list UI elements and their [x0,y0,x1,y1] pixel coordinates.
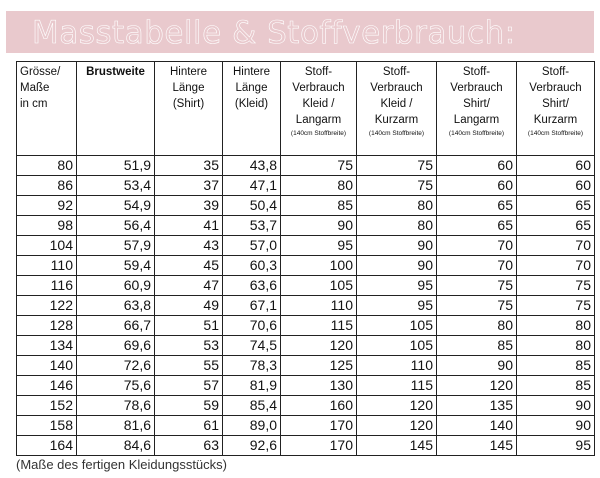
size-cell: 164 [17,436,77,456]
table-cell: 130 [281,376,357,396]
table-cell: 70 [437,256,517,276]
table-cell: 95 [357,296,437,316]
column-header [437,62,517,156]
size-cell: 110 [17,256,77,276]
size-cell: 134 [17,336,77,356]
table-cell: 90 [437,356,517,376]
table-cell: 67,1 [223,296,281,316]
column-header-line: Länge [172,82,205,94]
table-cell: 70 [517,256,595,276]
column-header-line: Shirt/ [463,98,490,110]
table-cell: 78,3 [223,356,281,376]
column-header-line: Verbrauch [370,82,423,94]
table-row [17,416,595,436]
table-cell: 135 [437,396,517,416]
column-header-line: Verbrauch [529,82,582,94]
table-cell: 65 [437,216,517,236]
table-row [17,336,595,356]
table-cell: 90 [357,256,437,276]
table-cell: 125 [281,356,357,376]
table-cell: 70,6 [223,316,281,336]
table-cell: 85,4 [223,396,281,416]
table-cell: 81,9 [223,376,281,396]
column-header-line: Länge [235,82,268,94]
table-cell: 95 [281,236,357,256]
title-banner [6,11,594,53]
table-cell: 75 [437,296,517,316]
column-header-note: (140cm Stoffbreite) [527,130,584,137]
size-cell: 80 [17,156,77,176]
table-row [17,256,595,276]
table-cell: 105 [281,276,357,296]
column-header-line: Kleid / [380,98,413,110]
table-cell: 90 [281,216,357,236]
table-cell: 84,6 [77,436,155,456]
table-cell: 60 [437,176,517,196]
column-header [357,62,437,156]
table-cell: 75 [357,156,437,176]
table-cell: 80 [437,316,517,336]
table-cell: 75,6 [77,376,155,396]
table-cell: 59,4 [77,256,155,276]
table-row [17,376,595,396]
table-cell: 85 [437,336,517,356]
table-cell: 47,1 [223,176,281,196]
table-cell: 63 [155,436,223,456]
table-cell: 47 [155,276,223,296]
column-header-line: Hintere [232,66,271,78]
table-cell: 160 [281,396,357,416]
table-cell: 57 [155,376,223,396]
column-header-line: Verbrauch [292,82,345,94]
table-cell: 56,4 [77,216,155,236]
table-cell: 170 [281,416,357,436]
table-cell: 53 [155,336,223,356]
table-cell: 90 [517,396,595,416]
table-cell: 110 [281,296,357,316]
table-cell: 75 [281,156,357,176]
size-cell: 98 [17,216,77,236]
table-cell: 75 [517,276,595,296]
column-header-note: (140cm Stoffbreite) [448,130,505,137]
table-cell: 65 [437,196,517,216]
table-row [17,356,595,376]
column-header-note: (140cm Stoffbreite) [290,130,347,137]
table-row [17,216,595,236]
table-cell: 61 [155,416,223,436]
table-cell: 80 [517,316,595,336]
table-cell: 92,6 [223,436,281,456]
table-cell: 50,4 [223,196,281,216]
column-header-line: Stoff- [382,66,411,78]
column-header-line: Stoff- [541,66,570,78]
table-cell: 55 [155,356,223,376]
table-cell: 63,8 [77,296,155,316]
column-header-line: Grösse/ [20,66,61,78]
column-header-line: Brustweite [86,66,145,78]
table-cell: 95 [517,436,595,456]
column-header-line: Shirt/ [542,98,569,110]
column-header-line: (Shirt) [172,98,205,110]
table-cell: 60,9 [77,276,155,296]
table-cell: 66,7 [77,316,155,336]
table-cell: 45 [155,256,223,276]
table-cell: 57,0 [223,236,281,256]
table-cell: 115 [281,316,357,336]
table-cell: 120 [357,396,437,416]
table-cell: 60 [517,156,595,176]
footnote: (Maße des fertigen Kleidungsstücks) [16,457,227,472]
table-body [17,156,595,456]
table-cell: 85 [517,376,595,396]
size-cell: 92 [17,196,77,216]
table-row [17,196,595,216]
column-header-line: Verbrauch [450,82,503,94]
table-cell: 70 [517,236,595,256]
table-cell: 35 [155,156,223,176]
table-cell: 43,8 [223,156,281,176]
column-header [223,62,281,156]
size-cell: 116 [17,276,77,296]
column-header-line: Langarm [453,114,500,126]
table-cell: 80 [357,196,437,216]
table-cell: 105 [357,336,437,356]
table-cell: 85 [517,356,595,376]
table-cell: 65 [517,196,595,216]
table-cell: 49 [155,296,223,316]
table-row [17,396,595,416]
table-cell: 60,3 [223,256,281,276]
size-cell: 140 [17,356,77,376]
table-cell: 70 [437,236,517,256]
table-cell: 81,6 [77,416,155,436]
table-header-row [17,62,595,156]
table-cell: 63,6 [223,276,281,296]
table-cell: 145 [357,436,437,456]
table-cell: 37 [155,176,223,196]
table-row [17,316,595,336]
column-header [517,62,595,156]
table-cell: 85 [281,196,357,216]
table-cell: 53,7 [223,216,281,236]
column-header-note: (140cm Stoffbreite) [368,130,425,137]
table-cell: 145 [437,436,517,456]
size-cell: 146 [17,376,77,396]
column-header-line: in cm [20,98,48,110]
table-cell: 60 [517,176,595,196]
column-header-line: (Kleid) [234,98,269,110]
size-cell: 152 [17,396,77,416]
column-header-line: Kurzarm [374,114,419,126]
table-cell: 75 [517,296,595,316]
table-cell: 80 [357,216,437,236]
table-cell: 75 [437,276,517,296]
table-cell: 51 [155,316,223,336]
table-cell: 90 [357,236,437,256]
column-header-line: Maße [20,82,50,94]
size-cell: 122 [17,296,77,316]
size-table [16,61,595,456]
table-cell: 43 [155,236,223,256]
table-cell: 90 [517,416,595,436]
table-cell: 105 [357,316,437,336]
table-row [17,176,595,196]
table-cell: 115 [357,376,437,396]
column-header-line: Stoff- [462,66,491,78]
table-cell: 65 [517,216,595,236]
size-cell: 158 [17,416,77,436]
table-cell: 120 [437,376,517,396]
table-row [17,236,595,256]
table-cell: 140 [437,416,517,436]
table-cell: 72,6 [77,356,155,376]
column-header-line: Kurzarm [533,114,578,126]
column-header-line: Stoff- [304,66,333,78]
table-cell: 170 [281,436,357,456]
table-row [17,276,595,296]
table-cell: 59 [155,396,223,416]
column-header-line: Langarm [295,114,342,126]
column-header [281,62,357,156]
table-cell: 69,6 [77,336,155,356]
table-cell: 110 [357,356,437,376]
table-cell: 57,9 [77,236,155,256]
size-cell: 104 [17,236,77,256]
table-cell: 60 [437,156,517,176]
table-row [17,436,595,456]
page-title: Masstabelle & Stoffverbrauch: [32,15,516,51]
table-cell: 120 [281,336,357,356]
size-cell: 86 [17,176,77,196]
table-cell: 120 [357,416,437,436]
column-header [155,62,223,156]
table-row [17,156,595,176]
table-cell: 78,6 [77,396,155,416]
table-cell: 54,9 [77,196,155,216]
column-header-line: Hintere [169,66,208,78]
table-cell: 80 [281,176,357,196]
table-cell: 100 [281,256,357,276]
column-header-line: Kleid / [302,98,335,110]
table-row [17,296,595,316]
table-cell: 75 [357,176,437,196]
table-cell: 41 [155,216,223,236]
column-header [77,62,155,156]
table-cell: 51,9 [77,156,155,176]
table-cell: 53,4 [77,176,155,196]
size-cell: 128 [17,316,77,336]
table-cell: 95 [357,276,437,296]
table-cell: 80 [517,336,595,356]
table-cell: 39 [155,196,223,216]
table-cell: 74,5 [223,336,281,356]
column-header [17,62,77,156]
table-cell: 89,0 [223,416,281,436]
